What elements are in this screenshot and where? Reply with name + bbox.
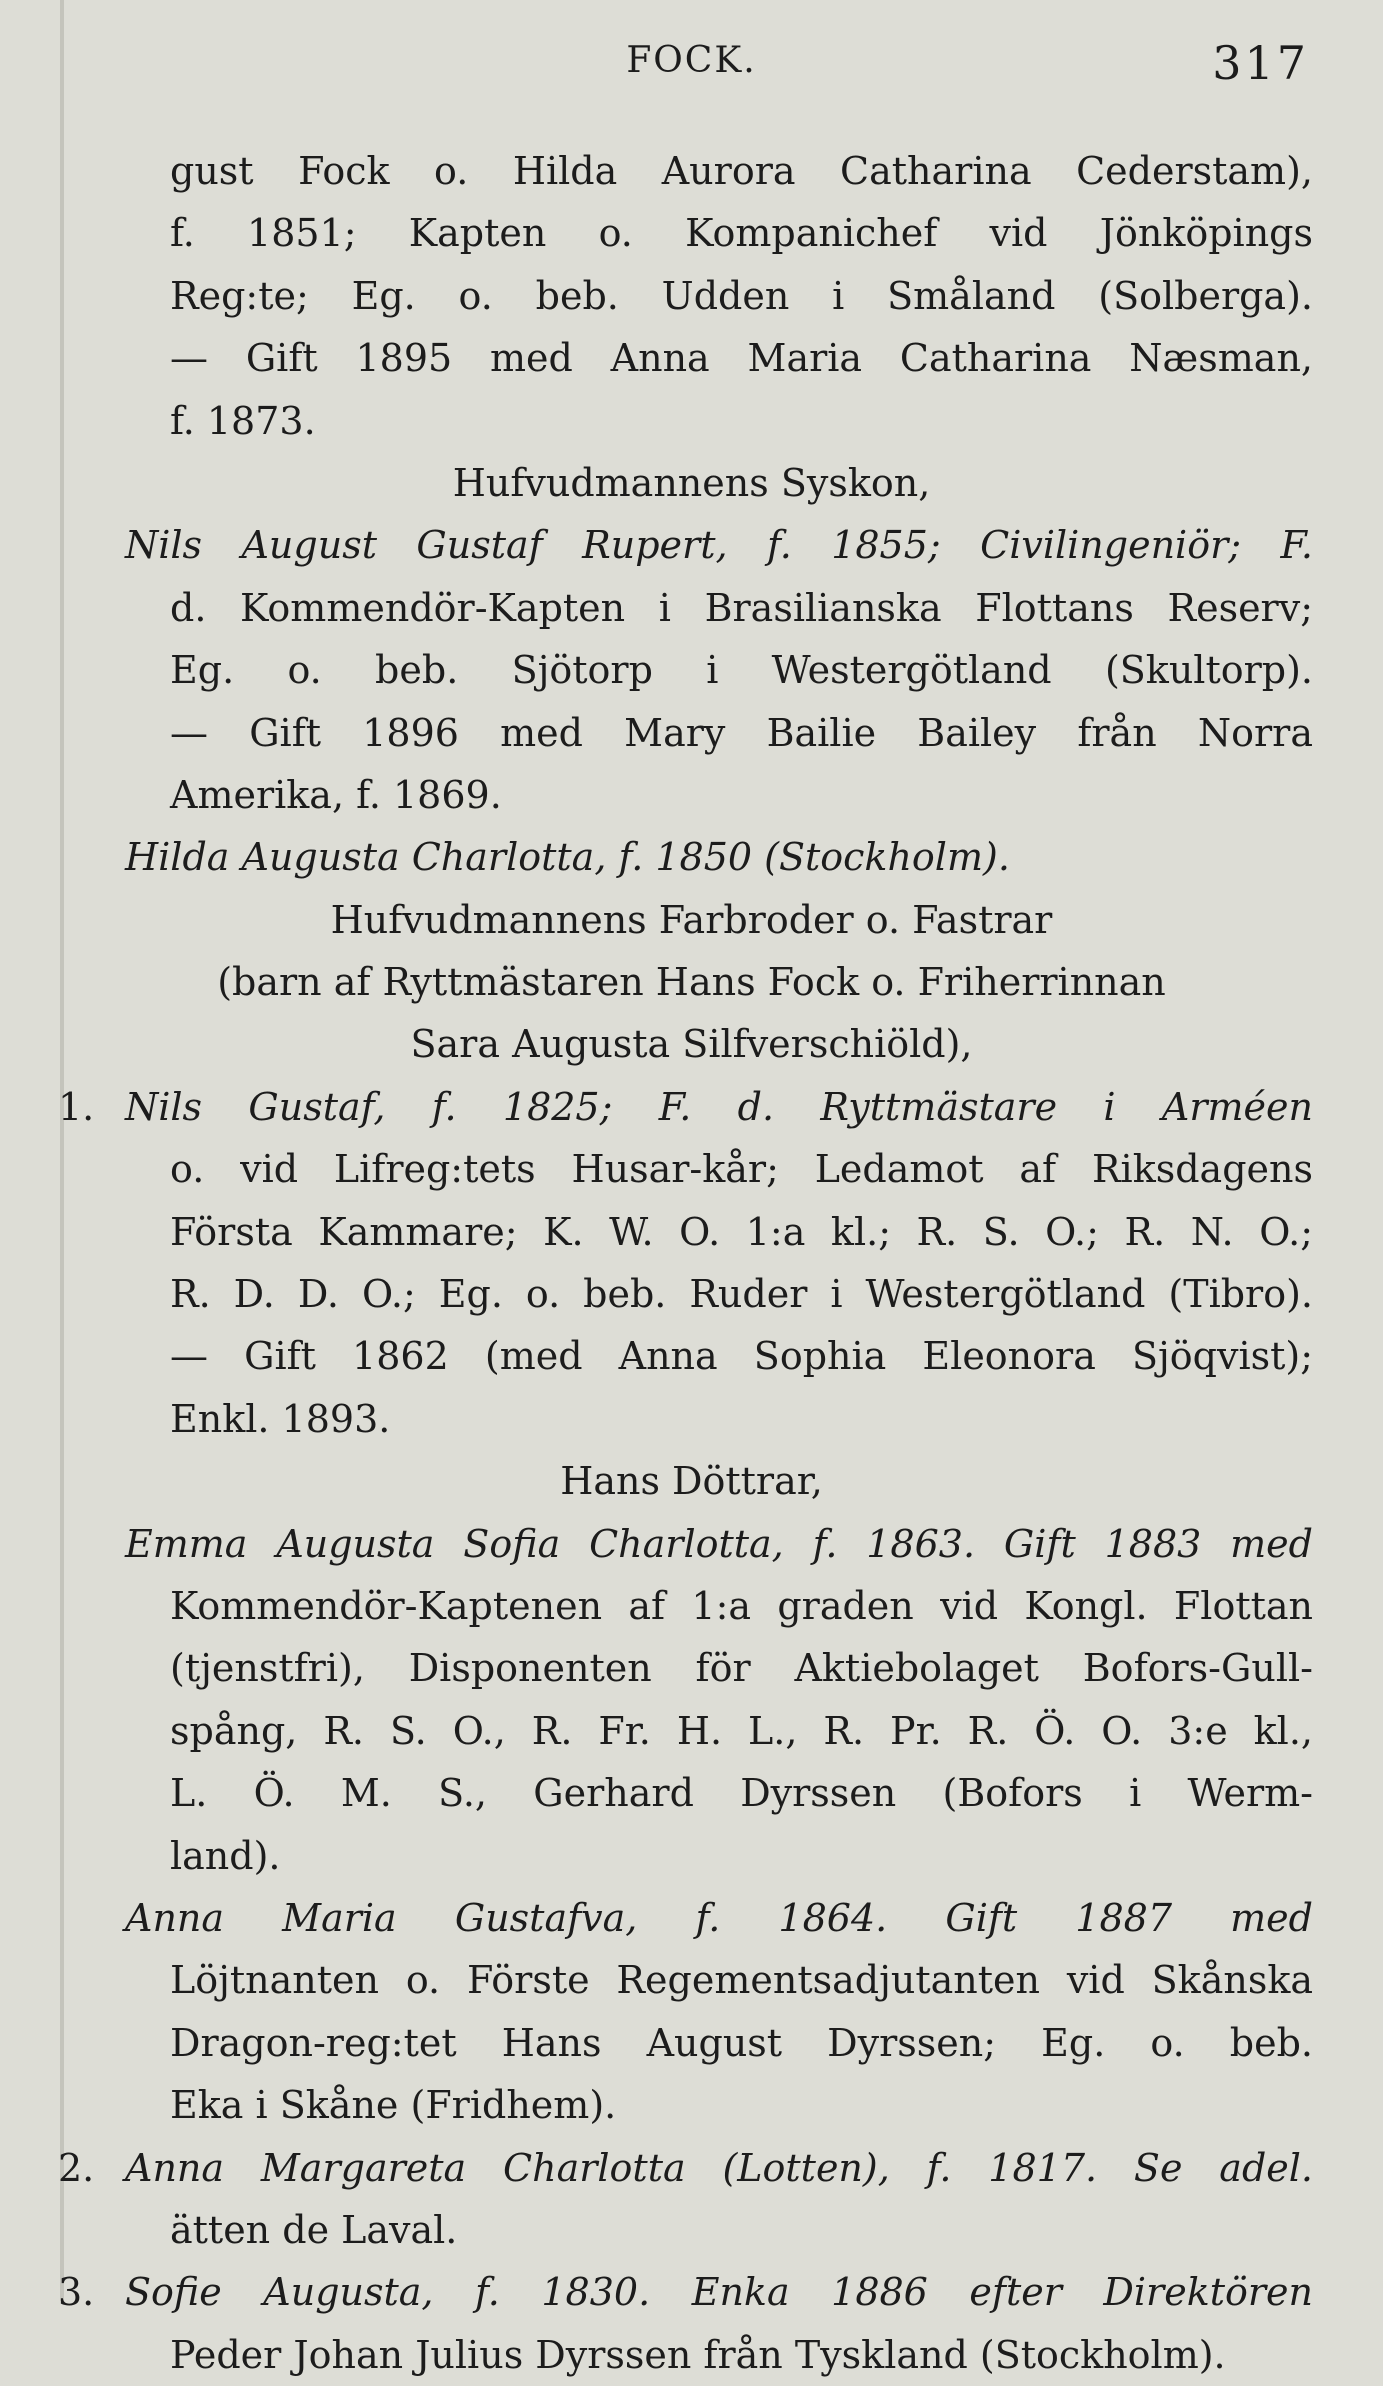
line-text: f. 1851; Kapten o. Kompanichef vid Jönköpings <box>170 211 1313 256</box>
text-line <box>0 2324 1383 2386</box>
text-line <box>0 390 1383 452</box>
text-line <box>0 1325 1383 1387</box>
line-text: f. 1873. <box>170 398 316 443</box>
text-line <box>0 2074 1383 2136</box>
line-text: Första Kammare; K. W. O. 1:a kl.; R. S. O.; R. N. O.; <box>170 1209 1313 1254</box>
line-text: Emma Augusta Sofia Charlotta, f. 1863. Gift 1883 med <box>125 1521 1313 1566</box>
heading-text: Hans Döttrar, <box>560 1459 823 1504</box>
line-text: Löjtnanten o. Förste Regementsadjutanten vid Skånska <box>170 1958 1313 2003</box>
line-text: Kommendör-Kaptenen af 1:a graden vid Kongl. Flottan <box>170 1583 1313 1628</box>
line-text: Nils Gustaf, f. 1825; F. d. Ryttmästare i Arméen <box>125 1084 1313 1129</box>
text-line <box>0 1575 1383 1637</box>
text-line <box>0 702 1383 764</box>
line-text: Enkl. 1893. <box>170 1396 391 1441</box>
text-line <box>0 1825 1383 1887</box>
text-line <box>0 639 1383 701</box>
line-text: Peder Johan Julius Dyrssen från Tyskland (Stockholm). <box>170 2332 1226 2377</box>
entry-number: 2. <box>58 2145 95 2190</box>
line-text: Eka i Skåne (Fridhem). <box>170 2083 617 2128</box>
text-line <box>0 2199 1383 2261</box>
text-line <box>0 265 1383 327</box>
numbered-entry-line <box>0 2261 1383 2323</box>
text-line <box>0 1388 1383 1450</box>
line-text: Sofie Augusta, f. 1830. Enka 1886 efter Direktören <box>125 2270 1313 2315</box>
page-number: 317 <box>1212 36 1309 90</box>
line-text: ätten de Laval. <box>170 2207 458 2252</box>
text-line <box>0 1263 1383 1325</box>
line-text: Anna Maria Gustafva, f. 1864. Gift 1887 med <box>125 1895 1313 1940</box>
section-heading <box>0 951 1383 1013</box>
section-heading <box>0 889 1383 951</box>
heading-text: Sara Augusta Silfverschiöld), <box>410 1022 973 1067</box>
line-text: o. vid Lifreg:tets Husar-kår; Ledamot af Riksdagens <box>170 1147 1313 1192</box>
text-line <box>0 327 1383 389</box>
line-text: — Gift 1862 (med Anna Sophia Eleonora Sjöqvist); <box>170 1334 1313 1379</box>
text-line <box>0 1762 1383 1824</box>
entry-line <box>0 826 1383 888</box>
text-line <box>0 2012 1383 2074</box>
heading-text: Hufvudmannens Syskon, <box>452 460 931 505</box>
entry-number: 1. <box>58 1084 95 1129</box>
line-text: Hilda Augusta Charlotta, f. 1850 (Stockholm). <box>125 835 1010 880</box>
entry-line <box>0 514 1383 576</box>
section-heading <box>0 452 1383 514</box>
text-line <box>0 1637 1383 1699</box>
text-line <box>0 764 1383 826</box>
text-line <box>0 202 1383 264</box>
numbered-entry-line <box>0 2137 1383 2199</box>
text-line <box>0 1138 1383 1200</box>
text-line <box>0 1201 1383 1263</box>
line-text: Eg. o. beb. Sjötorp i Westergötland (Skultorp). <box>170 648 1313 693</box>
line-text: Anna Margareta Charlotta (Lotten), f. 1817. Se adel. <box>125 2145 1313 2190</box>
line-text: — Gift 1896 med Mary Bailie Bailey från Norra <box>170 710 1313 755</box>
text-line <box>0 577 1383 639</box>
section-heading <box>0 1013 1383 1075</box>
text-body <box>0 140 1383 2386</box>
running-head: FOCK. <box>626 40 757 81</box>
numbered-entry-line <box>0 1076 1383 1138</box>
line-text: R. D. D. O.; Eg. o. beb. Ruder i Westergötland (Tibro). <box>170 1272 1313 1317</box>
heading-text: (barn af Ryttmästaren Hans Fock o. Friherrinnan <box>217 960 1166 1005</box>
line-text: Amerika, f. 1869. <box>170 772 502 817</box>
text-line <box>0 1700 1383 1762</box>
line-text: Reg:te; Eg. o. beb. Udden i Småland (Solberga). <box>170 273 1313 318</box>
line-text: — Gift 1895 med Anna Maria Catharina Næsman, <box>170 336 1313 381</box>
entry-number: 3. <box>58 2270 95 2315</box>
line-text: L. Ö. M. S., Gerhard Dyrssen (Bofors i Werm- <box>170 1771 1313 1816</box>
line-text: d. Kommendör-Kapten i Brasilianska Flottans Reserv; <box>170 585 1313 630</box>
section-heading <box>0 1450 1383 1512</box>
entry-line <box>0 1887 1383 1949</box>
line-text: land). <box>170 1833 281 1878</box>
line-text: Dragon-reg:tet Hans August Dyrssen; Eg. o. beb. <box>170 2020 1313 2065</box>
text-line <box>0 140 1383 202</box>
text-line <box>0 1949 1383 2011</box>
line-text: Nils August Gustaf Rupert, f. 1855; Civilingeniör; F. <box>125 523 1313 568</box>
page-header <box>0 18 1383 88</box>
line-text: (tjenstfri), Disponenten för Aktiebolaget Bofors-Gull- <box>170 1646 1313 1691</box>
heading-text: Hufvudmannens Farbroder o. Fastrar <box>330 897 1053 942</box>
line-text: spång, R. S. O., R. Fr. H. L., R. Pr. R. Ö. O. 3:e kl., <box>170 1708 1313 1753</box>
line-text: gust Fock o. Hilda Aurora Catharina Cederstam), <box>170 149 1313 193</box>
entry-line <box>0 1513 1383 1575</box>
